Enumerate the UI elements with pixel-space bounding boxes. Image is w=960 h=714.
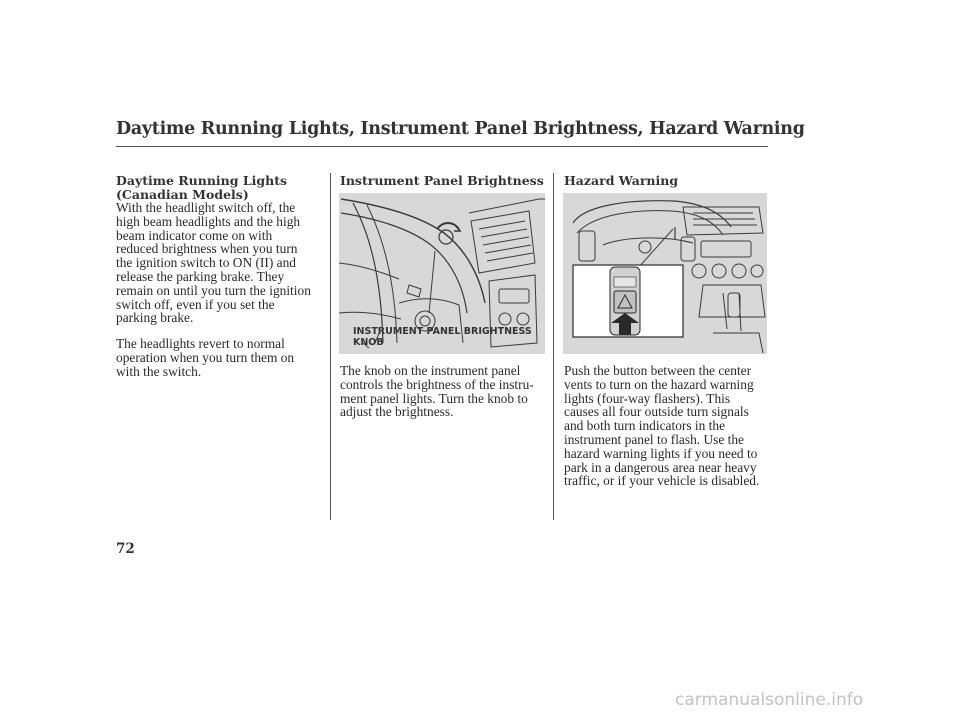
text-line: adjust the brightness. — [340, 404, 454, 420]
daytime-running-lights-paragraph-1 — [116, 201, 311, 325]
text-line: and both turn indicators in the — [564, 418, 726, 434]
text-line: remain on until you turn the ignition — [116, 282, 311, 298]
text-line: the ignition switch to ON (II) and — [116, 255, 296, 271]
text-line: traffic, or if your vehicle is disabled. — [564, 473, 760, 489]
text-line: release the parking brake. They — [116, 268, 285, 284]
column-divider-2 — [553, 173, 554, 520]
text-line: causes all four outside turn signals — [564, 404, 749, 420]
instrument-panel-brightness-heading: Instrument Panel Brightness — [340, 173, 544, 188]
hazard-warning-heading: Hazard Warning — [564, 173, 679, 188]
page-title: Daytime Running Lights, Instrument Panel Brightness, Hazard Warning — [116, 119, 805, 139]
text-line: ment panel lights. Turn the knob to — [340, 390, 528, 406]
callout-line: INSTRUMENT PANEL BRIGHTNESS — [353, 326, 532, 337]
daytime-running-lights-paragraph-2 — [116, 337, 294, 378]
text-line: high beam headlights and the high — [116, 213, 301, 229]
text-line: instrument panel to flash. Use the — [564, 431, 744, 447]
text-line: vents to turn on the hazard warning — [564, 376, 754, 392]
page-number: 72 — [116, 541, 135, 557]
text-line: reduced brightness when you turn — [116, 241, 298, 257]
instrument-panel-brightness-paragraph — [340, 364, 534, 419]
text-line: hazard warning lights if you need to — [564, 445, 758, 461]
hazard-warning-illustration — [563, 193, 767, 354]
text-line: beam indicator come on with — [116, 227, 273, 243]
text-line: controls the brightness of the instru- — [340, 376, 534, 392]
brightness-knob-callout — [353, 327, 532, 348]
text-line: The headlights revert to normal — [116, 336, 285, 351]
text-line: operation when you turn them on — [116, 349, 295, 365]
text-line: parking brake. — [116, 310, 194, 326]
title-divider — [116, 146, 768, 147]
text-line: switch off, even if you set the — [116, 296, 275, 312]
hazard-warning-paragraph — [564, 364, 759, 488]
heading-line: (Canadian Models) — [116, 187, 249, 202]
heading-line: Daytime Running Lights — [116, 173, 288, 188]
text-line: The knob on the instrument panel — [340, 363, 521, 378]
hazard-button-drawing — [563, 193, 767, 354]
text-line: park in a dangerous area near heavy — [564, 459, 757, 475]
watermark: carmanualsonline.info — [675, 690, 864, 710]
text-line: with the switch. — [116, 363, 202, 379]
text-line: With the headlight switch off, the — [116, 200, 296, 215]
text-line: lights (four-way flashers). This — [564, 390, 731, 406]
text-line: Push the button between the center — [564, 363, 752, 378]
daytime-running-lights-heading — [116, 174, 287, 202]
callout-line: KNOB — [353, 336, 384, 348]
column-divider-1 — [330, 173, 331, 520]
